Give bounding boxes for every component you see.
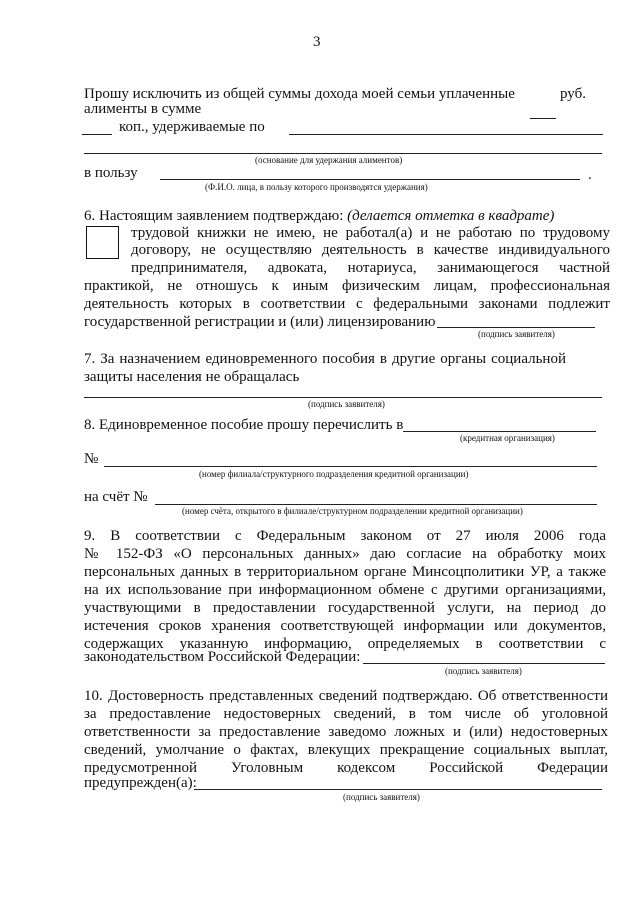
kop-amount-field[interactable] [82, 134, 112, 135]
alimony-text-line1: Прошу исключить из общей суммы дохода моей семьи уплаченные [84, 86, 515, 102]
section9-line: на их использование при информационном обмене с другими организациями, [84, 582, 606, 598]
section6-line: трудовой книжки не имею, не работал(а) и не работаю по трудовому [131, 225, 610, 241]
rub-amount-field[interactable] [530, 118, 556, 119]
section6-line: деятельность которых в соответствии с федеральными законами подлежит [84, 296, 610, 312]
recipient-name-caption: (Ф.И.О. лица, в пользу которого производятся удержания) [205, 182, 428, 192]
section10-line: сведений, умолчание о фактах, влекущих прекращение социальных выплат, [84, 742, 608, 758]
section9-line: участвующими в предоставлении государственной услуги, на период до [84, 600, 606, 616]
section9-line: персональных данных в территориальном органе Минсоцполитики УР, а также [84, 564, 606, 580]
alimony-basis-caption: (основание для удержания алиментов) [255, 155, 403, 165]
section10-line: ответственности за предоставление заведомо ложных и (или) недостоверных [84, 724, 608, 740]
alimony-text-line2: алименты в сумме [84, 101, 202, 117]
section10-last-line: предупрежден(а): [84, 775, 197, 791]
dot-mark: . [588, 167, 592, 183]
account-label: на счёт № [84, 489, 148, 505]
section9-signature-field[interactable] [363, 663, 605, 664]
branch-number-caption: (номер филиала/структурного подразделения кредитной организации) [199, 469, 469, 479]
alimony-basis-field[interactable] [289, 134, 603, 135]
account-number-field[interactable] [155, 504, 597, 505]
section6-line: государственной регистрации и (или) лицензированию [84, 314, 436, 330]
section9-line: 9. В соответствии с Федеральным законом от 27 июля 2006 года [84, 528, 606, 544]
credit-org-caption: (кредитная организация) [460, 433, 555, 443]
section7-signature-caption: (подпись заявителя) [308, 399, 385, 409]
section6-signature-field[interactable] [437, 327, 595, 328]
section10-line: предусмотренной Уголовным кодексом Российской Федерации [84, 760, 608, 776]
credit-org-field[interactable] [403, 431, 596, 432]
page-number: 3 [313, 34, 321, 50]
section8-line1: 8. Единовременное пособие прошу перечислить в [84, 417, 404, 433]
branch-number-field[interactable] [104, 466, 597, 467]
account-number-caption: (номер счёта, открытого в филиале/структурном подразделении кредитной организации) [182, 506, 523, 516]
confirm-checkbox[interactable] [86, 226, 119, 259]
section6-title: 6. Настоящим заявлением подтверждаю: (делается отметка в квадрате) [84, 208, 555, 224]
section9-line: № 152-ФЗ «О персональных данных» даю согласие на обработку моих [84, 546, 606, 562]
section6-line: предпринимателя, адвоката, нотариуса, занимающегося частной [131, 260, 610, 276]
recipient-name-field[interactable] [160, 179, 580, 180]
branch-number-label: № [84, 451, 99, 467]
section6-title-note: (делается отметка в квадрате) [347, 208, 555, 224]
section6-signature-caption: (подпись заявителя) [478, 329, 555, 339]
kop-label: коп., удерживаемые по [119, 119, 265, 135]
alimony-basis-field-cont[interactable] [84, 153, 602, 154]
section10-signature-caption: (подпись заявителя) [343, 792, 420, 802]
section6-line: практикой, не отношусь к иным физическим лицам, профессиональная [84, 278, 610, 294]
section7-line2: защиты населения не обращалась [84, 369, 300, 385]
section7-line1: 7. За назначением единовременного пособия в другие органы социальной [84, 351, 566, 367]
section9-line: содержащих указанную информацию, определяемых в соответствии с [84, 636, 606, 652]
section10-line: за предоставление недостоверных сведений, в том числе об уголовной [84, 706, 608, 722]
section6-line: договору, не осуществляю деятельность в качестве индивидуального [131, 242, 610, 258]
rub-label: руб. [560, 86, 586, 102]
section10-line: 10. Достоверность представленных сведений подтверждаю. Об ответственности [84, 688, 608, 704]
section9-line: истечения сроков хранения соответствующей информации или документов, [84, 618, 606, 634]
section9-signature-caption: (подпись заявителя) [445, 666, 522, 676]
section9-last-line: законодательством Российской Федерации: [84, 649, 361, 665]
section7-signature-field[interactable] [84, 397, 602, 398]
section10-signature-field[interactable] [194, 789, 602, 790]
in-favor-label: в пользу [84, 165, 138, 181]
